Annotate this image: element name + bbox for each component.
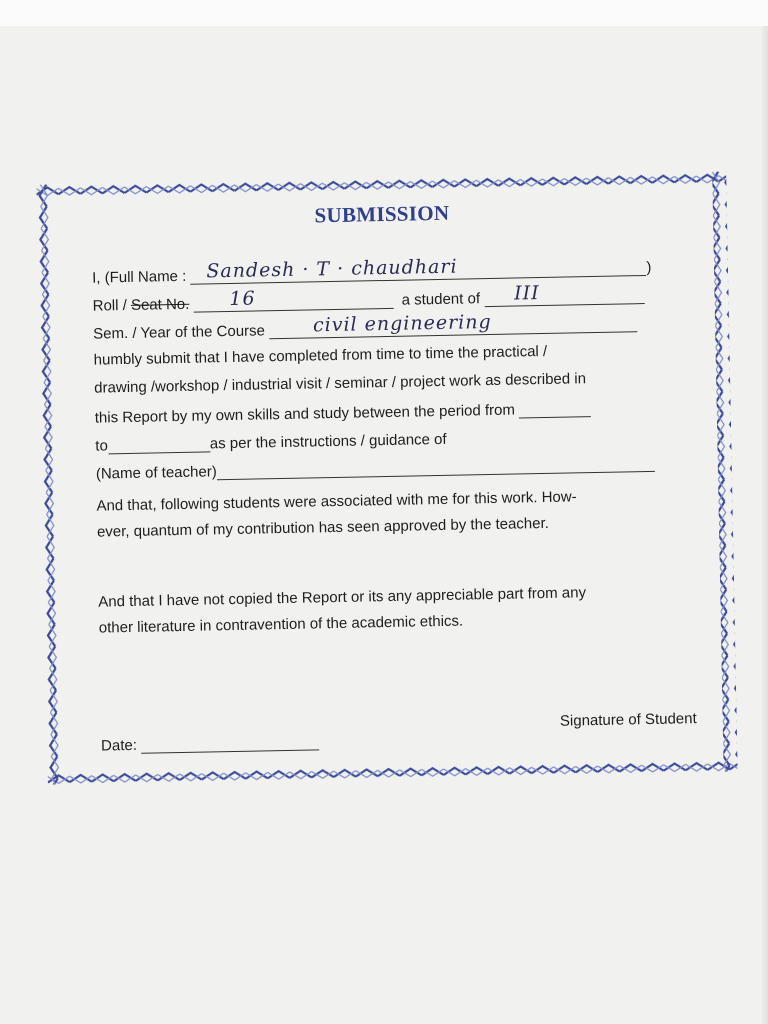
full-name-row [92, 257, 652, 287]
paper-edge-shadow [762, 26, 768, 1024]
student-of-handwriting: III [513, 282, 540, 305]
para1-line2: drawing /workshop / industrial visit / seminar / project work as described in [94, 370, 587, 397]
para2-line1: And that, following students were associated with me for this work. How- [96, 488, 577, 515]
student-of-label: a student of [401, 290, 481, 309]
as-per-label: as per the instructions / guidance of [209, 430, 447, 453]
teacher-label: (Name of teacher) [95, 463, 217, 483]
roll-row [92, 282, 644, 315]
date-row [101, 731, 319, 754]
course-row [93, 310, 637, 343]
para3-line2: other literature in contravention of the academic ethics. [98, 612, 464, 637]
paper-top-margin [0, 0, 768, 26]
roll-field[interactable] [193, 287, 393, 313]
full-name-label: I, (Full Name : [91, 267, 187, 287]
teacher-row [96, 453, 655, 483]
course-handwriting: civil engineering [312, 310, 492, 337]
para1-line1: humbly submit that I have completed from time to time the practical / [93, 342, 548, 369]
para3-line1: And that I have not copied the Report or its any appreciable part from any [98, 584, 587, 611]
roll-label: Roll / [92, 296, 132, 315]
para1-line3: this Report by my own skills and study between the period from [94, 401, 516, 427]
to-label: to [95, 437, 109, 455]
submission-certificate [36, 171, 737, 784]
full-name-handwriting: Sandesh · T · chaudhari [206, 255, 458, 283]
form-title: SUBMISSION [314, 200, 450, 228]
date-label: Date: [100, 736, 138, 755]
sem-year-label: Sem. / Year of the Course [93, 322, 266, 343]
seat-no-struck-label: Seat No. [130, 295, 190, 314]
roll-handwriting: 16 [229, 287, 256, 310]
full-name-close-paren: ) [646, 258, 652, 276]
teacher-name-field[interactable] [217, 453, 655, 480]
student-of-field[interactable] [484, 282, 644, 307]
signature-label: Signature of Student [559, 710, 697, 730]
para2-line2: ever, quantum of my contribution has seen approved by the teacher. [96, 514, 550, 541]
to-row [95, 429, 447, 455]
date-field[interactable] [141, 731, 319, 753]
period-to-field[interactable] [108, 433, 210, 454]
course-field[interactable] [269, 310, 637, 339]
period-row [95, 398, 592, 427]
full-name-field[interactable] [190, 257, 646, 285]
period-from-field[interactable] [519, 398, 591, 418]
